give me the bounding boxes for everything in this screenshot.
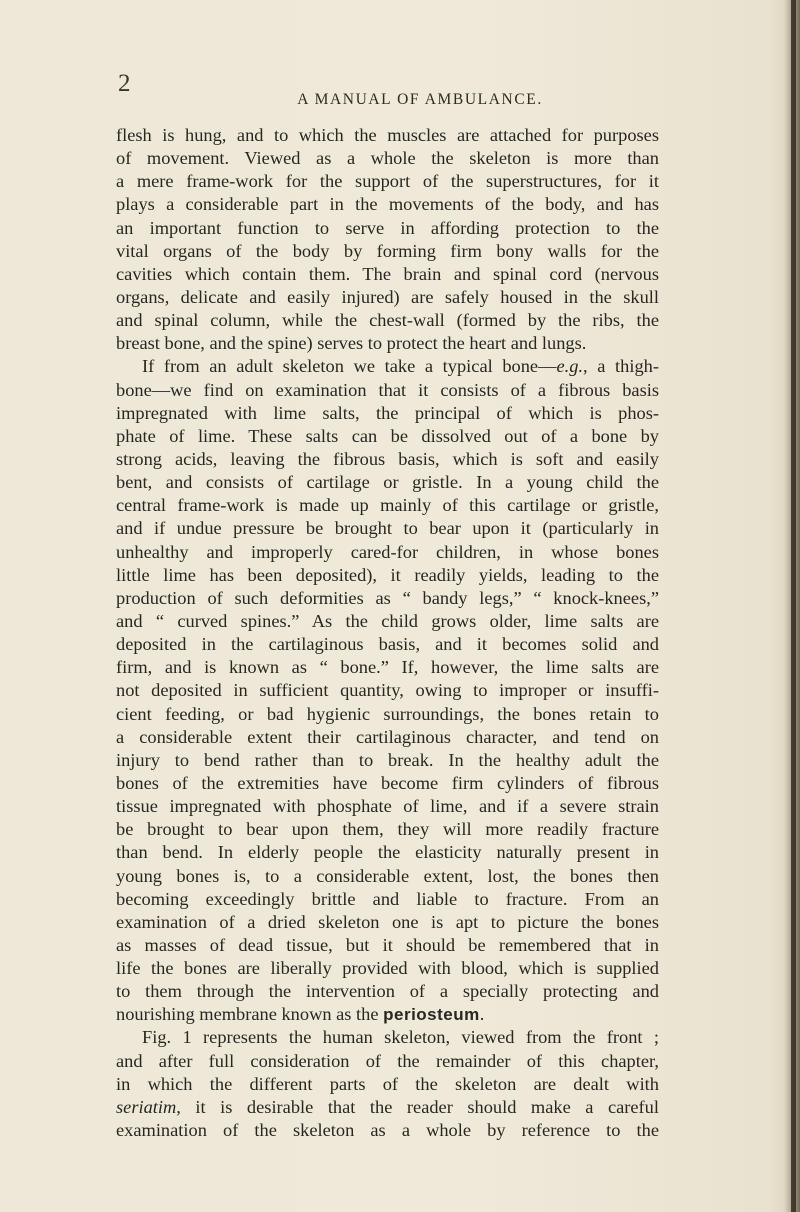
text-line: Fig. 1 represents the human skeleton, viewed from the front ;	[142, 1027, 659, 1048]
text-line: central frame-work is made up mainly of this cartilage or gristle,	[116, 495, 659, 516]
text-segment: , a thigh-	[583, 356, 659, 377]
text-line: plays a considerable part in the movements of the body, and has	[116, 194, 659, 215]
body-text	[116, 124, 659, 1142]
text-line: a considerable extent their cartilaginous character, and tend on	[116, 726, 659, 747]
text-segment: If from an adult skeleton we take a typical bone—	[142, 356, 557, 377]
text-line: and spinal column, while the chest-wall (formed by the ribs, the	[116, 310, 659, 331]
text-line: unhealthy and improperly cared-for children, in whose bones	[116, 541, 659, 562]
text-line: and after full consideration of the remainder of this chapter,	[116, 1050, 659, 1071]
text-line: of movement. Viewed as a whole the skeleton is more than	[116, 148, 659, 169]
text-line: bone—we find on examination that it consists of a fibrous basis	[116, 379, 659, 400]
text-line: young bones is, to a considerable extent, lost, the bones then	[116, 865, 659, 886]
text-line: becoming exceedingly brittle and liable to fracture. From an	[116, 888, 659, 909]
text-line: in which the different parts of the skeleton are dealt with	[116, 1073, 659, 1094]
text-line	[116, 1003, 659, 1026]
text-line: cient feeding, or bad hygienic surroundings, the bones retain to	[116, 703, 659, 724]
text-line: little lime has been deposited), it readily yields, leading to the	[116, 564, 659, 585]
text-line: life the bones are liberally provided with blood, which is supplied	[116, 958, 659, 979]
text-line: production of such deformities as “ bandy legs,” “ knock-knees,”	[116, 587, 659, 608]
text-line: injury to bend rather than to break. In the healthy adult the	[116, 749, 659, 770]
text-line: bent, and consists of cartilage or gristle. In a young child the	[116, 472, 659, 493]
text-line: be brought to bear upon them, they will more readily fracture	[116, 819, 659, 840]
seriatim-term: seriatim,	[116, 1096, 181, 1117]
text-line: strong acids, leaving the fibrous basis, which is soft and easily	[116, 448, 659, 469]
text-line: impregnated with lime salts, the principal of which is phos-	[116, 402, 659, 423]
text-line: as masses of dead tissue, but it should be remembered that in	[116, 934, 659, 955]
text-line: not deposited in sufficient quantity, owing to improper or insuffi-	[116, 680, 659, 701]
text-line	[116, 355, 659, 378]
text-line: and if undue pressure be brought to bear upon it (particularly in	[116, 518, 659, 539]
eg-abbreviation: e.g.	[556, 356, 584, 377]
text-line: flesh is hung, and to which the muscles are attached for purposes	[116, 125, 659, 145]
text-line: tissue impregnated with phosphate of lime, and if a severe strain	[116, 796, 659, 817]
text-line	[116, 1096, 659, 1119]
text-segment: it is desirable that the reader should make a careful	[180, 1096, 659, 1117]
text-line: organs, delicate and easily injured) are safely housed in the skull	[116, 286, 659, 307]
text-line: an important function to serve in affording protection to the	[116, 217, 659, 238]
text-segment: .	[479, 1004, 485, 1025]
text-line: firm, and is known as “ bone.” If, however, the lime salts are	[116, 657, 659, 678]
text-line: breast bone, and the spine) serves to protect the heart and lungs.	[116, 333, 587, 354]
text-line: examination of a dried skeleton one is apt to picture the bones	[116, 911, 659, 932]
text-line: bones of the extremities have become firm cylinders of fibrous	[116, 772, 659, 793]
text-segment: nourishing membrane known as the	[116, 1004, 384, 1025]
text-line: than bend. In elderly people the elasticity naturally present in	[116, 842, 659, 863]
text-line: to them through the intervention of a specially protecting and	[116, 981, 659, 1002]
running-head: A MANUAL OF AMBULANCE.	[297, 91, 543, 108]
text-line: cavities which contain them. The brain and spinal cord (nervous	[116, 263, 659, 284]
text-line: deposited in the cartilaginous basis, and it becomes solid and	[116, 634, 659, 655]
text-line: phate of lime. These salts can be dissolved out of a bone by	[116, 425, 659, 446]
text-line: vital organs of the body by forming firm bony walls for the	[116, 240, 659, 261]
page-number: 2	[118, 70, 131, 97]
text-line: and “ curved spines.” As the child grows older, lime salts are	[116, 610, 659, 631]
text-line: a mere frame-work for the support of the superstructures, for it	[116, 171, 659, 192]
periosteum-term: periosteum	[383, 1005, 480, 1025]
book-spine-edge	[791, 0, 796, 1212]
text-line: examination of the skeleton as a whole by reference to the	[116, 1120, 659, 1141]
